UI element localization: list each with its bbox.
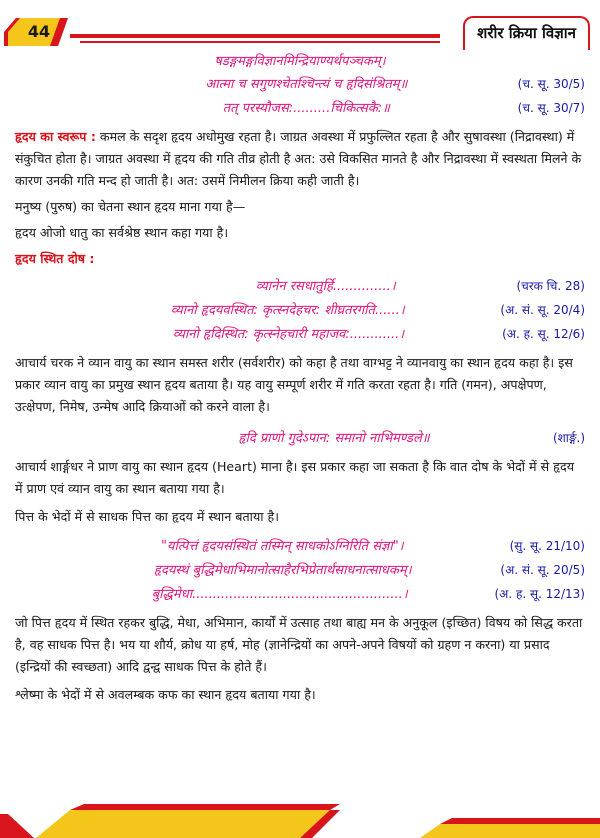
verse-8-reference: (अ. सं. सू. 20/5): [500, 563, 585, 577]
page-number: 44: [27, 22, 51, 41]
verse-4-row: [15, 298, 585, 322]
page-content: [15, 52, 585, 706]
verse-7-reference: (सु. सू. 21/10): [509, 539, 585, 553]
verse-1-line-b: आत्मा च सगुणश्चेतश्चिन्त्यं च हृदिसंश्रितम्॥: [205, 77, 408, 92]
verse-1-reference: (च. सू. 30/5): [517, 77, 585, 91]
footer-decoration: [0, 800, 600, 838]
verse-6-row: [15, 426, 585, 450]
verse-5-reference: (अ. ह. सू. 12/6): [502, 327, 585, 341]
heart-form-text: कमल के सदृश हृदय अधोमुख रहता है। जाग्रत अवस्था में प्रफुल्लित रहता है और सुषावस्था (निद्रावस्था) में संकुचित होता है। जाग्रत अवस्था में हृदय की गति तीव्र होती है अत: उसे विकसित मानते है और निद्रावस्था में स्वस्थता मिलने के कारण उनकी गति मन्द हो जाती है। अत: उसमें निमीलन क्रिया कही जाती है।: [15, 129, 582, 188]
heart-form-heading: हृदय का स्वरूप :: [15, 129, 96, 144]
consciousness-paragraph: मनुष्य (पुरुष) का चेतना स्थान हृदय माना गया है—: [15, 199, 246, 214]
verse-2-row: [15, 96, 585, 120]
prana-paragraph: आचार्य शार्ङ्गधर ने प्राण वायु का स्थान हृदय (Heart) माना है। इस प्रकार कहा जा सकता है कि वात दोष के भेदों में से हृदय में प्राण एवं व्यान वायु का स्थान बताया गया है।: [15, 459, 575, 496]
verse-6: हृदि प्राणो गुदेऽपान: समानो नाभिमण्डले॥: [238, 431, 430, 446]
verse-9-reference: (अ. ह. सू. 12/13): [494, 587, 585, 601]
chapter-title-box: [463, 16, 590, 50]
verse-1-row: [15, 72, 585, 96]
verse-3: व्यानेन रसधातुर्हि..............।: [255, 279, 396, 294]
verse-1-line-a: षडङ्गमङ्गविज्ञानमिन्द्रियाण्यर्थपञ्चकम्।: [214, 54, 386, 69]
verse-4-reference: (अ. सं. सू. 20/4): [500, 303, 585, 317]
pitta-paragraph: पित्त के भेदों में से साधक पित्त का हृदय में स्थान बताया है।: [15, 509, 279, 524]
page-footer: [0, 800, 600, 838]
verse-4: व्यानो हृदयवस्थित: कृत्स्नदेहचर: शीघ्रतरगति......।: [170, 303, 405, 318]
verse-2-reference: (च. सू. 30/7): [517, 101, 585, 115]
page-header: [0, 0, 600, 50]
verse-7-row: [15, 534, 585, 558]
heart-form-paragraph: [15, 126, 585, 192]
verse-3-reference: (चरक चि. 28): [516, 279, 585, 293]
dosha-heading: हृदय स्थित दोष :: [15, 251, 95, 266]
verse-2: तत् परस्यौजस:.........चिकित्सकै:॥: [222, 101, 390, 116]
kapha-paragraph: श्लेष्मा के भेदों में से अवलम्बक कफ का स्थान हृदय बताया गया है।: [15, 687, 316, 702]
ojas-paragraph: हृदय ओजो धातु का सर्वश्रेष्ठ स्थान कहा गया है।: [15, 225, 229, 240]
verse-5-row: [15, 322, 585, 346]
verse-3-row: [15, 274, 585, 298]
verse-9-row: [15, 582, 585, 606]
verse-7: "यत्पित्तं हृदयसंस्थितं तस्मिन् साधकोऽग्निरिति संज्ञा"।: [160, 539, 404, 554]
verse-8: हृदयस्थं बुद्धिमेधाभिमानोत्साहैरभिप्रेतार्थसाधनात्साधकम्।: [153, 563, 412, 578]
verse-6-reference: (शार्ङ्ग.): [552, 431, 585, 445]
verse-8-row: [15, 558, 585, 582]
verse-5: व्यानो हृदिस्थित: कृत्स्नेहचारी महाजव:............।: [172, 327, 405, 342]
vyana-paragraph: आचार्य चरक ने व्यान वायु का स्थान समस्त शरीर (सर्वशरीर) को कहा है तथा वाग्भट्ट ने व्यानवायु का स्थान हृदय कहा है। इस प्रकार व्यान वायु का प्रमुख स्थान हृदय बताया है। यह वायु सम्पूर्ण शरीर में गति करता रहता है। गति (गमन), अपक्षेपण, उत्क्षेपण, निमेष, उन्मेष आदि क्रियाओं को करने वाला है।: [15, 355, 573, 414]
verse-9: बुद्धिमेधा...................................................।: [151, 587, 408, 602]
chapter-title: शरीर क्रिया विज्ञान: [477, 24, 576, 42]
sadhaka-paragraph: जो पित्त हृदय में स्थित रहकर बुद्धि, मेधा, अभिमान, कार्यों में उत्साह तथा बाह्य मन के अनुकूल (इच्छित) विषय को सिद्ध करता है, वह साधक पित्त है। भय या शौर्य, क्रोध या हर्ष, मोह (ज्ञानेन्द्रियों का अपने-अपने विषयों को ग्रहण न करना) या प्रसाद (इन्द्रियों की स्वच्छता) आदि द्वन्द्व साधक पित्त के होते हैं।: [15, 615, 583, 674]
